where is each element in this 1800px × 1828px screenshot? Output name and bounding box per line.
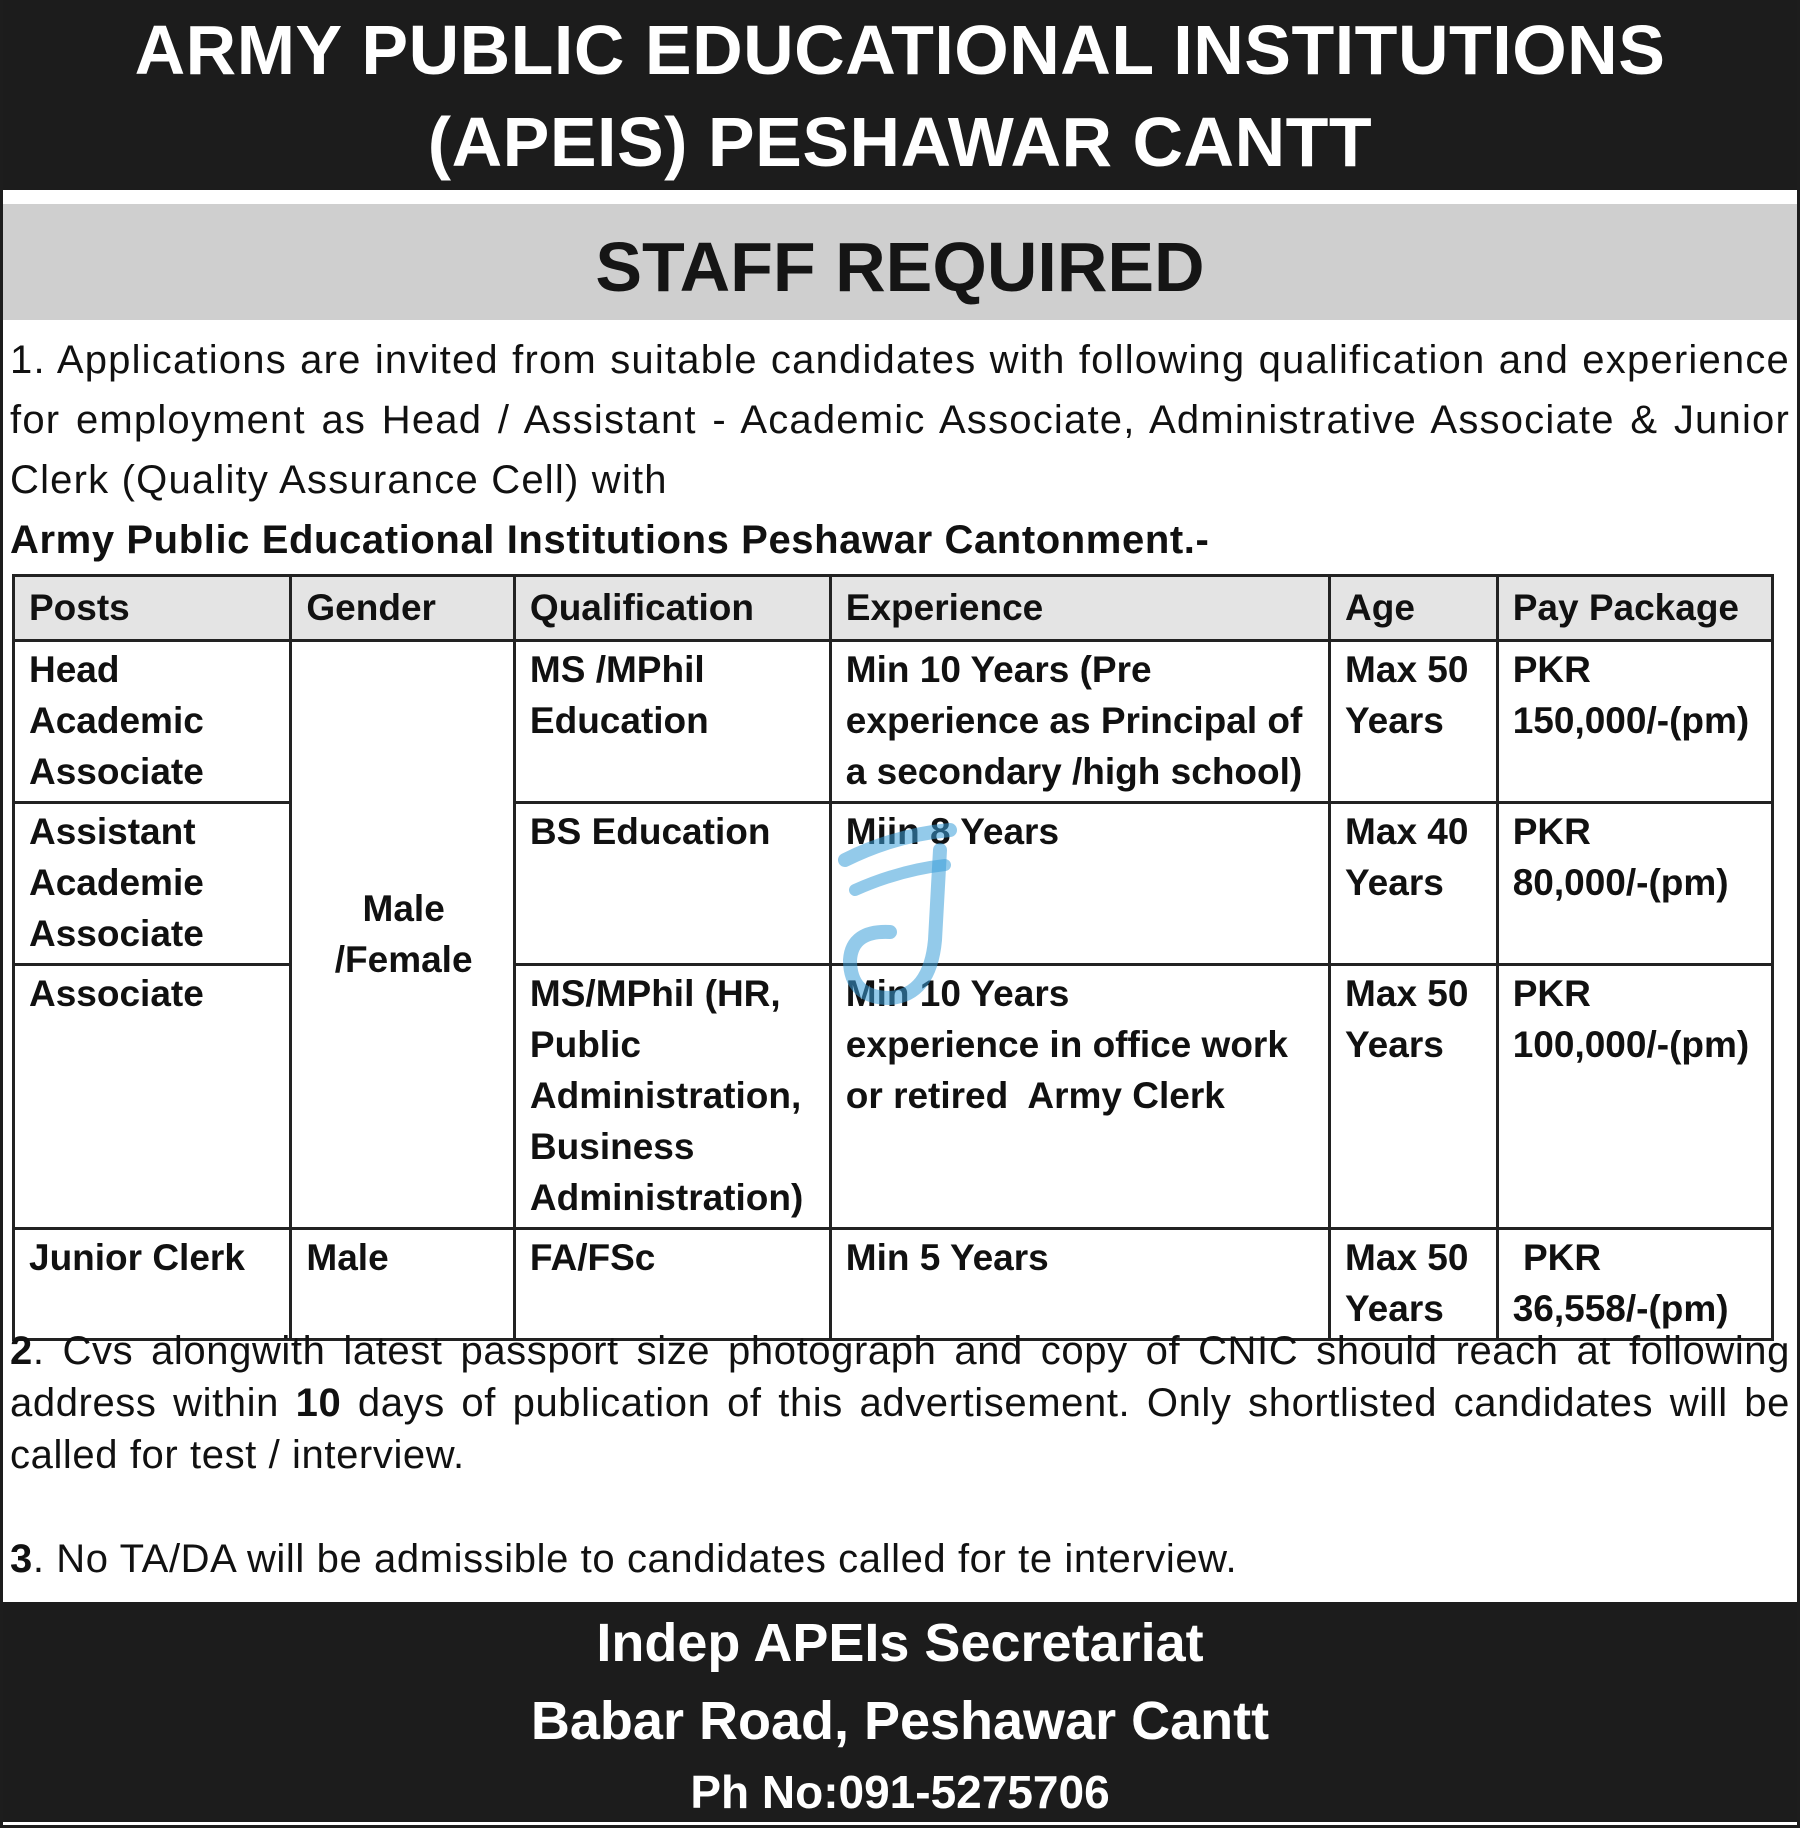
header-band xyxy=(3,0,1797,190)
age-cell xyxy=(1330,803,1498,965)
col-header-gender: Gender xyxy=(291,576,515,641)
age-cell xyxy=(1330,1229,1498,1340)
gender-line: Male xyxy=(362,887,445,929)
qualification-line: FA/FSc xyxy=(529,1237,656,1278)
qualification-line: Administration, xyxy=(529,1075,802,1116)
header-title-line1: ARMY PUBLIC EDUCATIONAL INSTITUTIONS xyxy=(134,11,1666,89)
experience-line: Min 10 Years xyxy=(845,973,1070,1014)
pay-cell xyxy=(1497,965,1772,1229)
qualification-line: Education xyxy=(529,700,709,741)
watermark-logo-icon xyxy=(820,820,970,1010)
gender-cell-shared xyxy=(291,641,515,1229)
experience-line: Min 10 Years (Pre xyxy=(845,649,1152,690)
footer-address: Babar Road, Peshawar Cantt xyxy=(530,1691,1270,1751)
note-2-days: 10 xyxy=(295,1381,342,1425)
experience-line: a secondary /high school) xyxy=(845,751,1303,792)
age-line: Years xyxy=(1345,1024,1444,1065)
pay-line: PKR xyxy=(1512,1237,1602,1278)
experience-cell xyxy=(830,1229,1329,1340)
post-line: Assistant xyxy=(29,811,196,852)
experience-line: Min 5 Years xyxy=(845,1237,1049,1278)
post-line: Associate xyxy=(29,973,204,1014)
qualification-line: Public xyxy=(529,1024,641,1065)
col-header-experience: Experience xyxy=(830,576,1329,641)
intro-paragraph: 1. Applications are invited from suitable candidates with following qualification and experience for employment as Head / Assistant - Academic Associate, Administrative Associate & Junior Clerk (Quality Assurance Cell) with xyxy=(10,338,1790,502)
experience-line: or retired Army Clerk xyxy=(845,1075,1225,1116)
qualification-cell xyxy=(514,803,830,965)
intro-section xyxy=(10,330,1790,570)
pay-cell xyxy=(1497,641,1772,803)
age-line: Max 40 xyxy=(1345,811,1469,852)
col-header-pay: Pay Package xyxy=(1497,576,1772,641)
qualification-line: MS /MPhil xyxy=(529,649,705,690)
pay-cell xyxy=(1497,1229,1772,1340)
experience-cell xyxy=(830,641,1329,803)
age-line: Years xyxy=(1345,1288,1444,1329)
footer-band xyxy=(3,1602,1797,1822)
post-line: Associate xyxy=(29,913,204,954)
age-line: Max 50 xyxy=(1345,649,1469,690)
note-3 xyxy=(10,1533,1790,1585)
note-2-text-a: . Cvs alongwith latest passport size photograph and copy of CNIC should reach at following address within xyxy=(10,1329,1790,1425)
table-row xyxy=(14,641,1773,803)
qualification-line: Administration) xyxy=(529,1177,804,1218)
footer-secretariat: Indep APEIs Secretariat xyxy=(596,1613,1204,1673)
post-line: Junior Clerk xyxy=(29,1237,245,1278)
age-line: Max 50 xyxy=(1345,1237,1469,1278)
pay-line: PKR xyxy=(1512,811,1591,852)
note-3-number: 3 xyxy=(10,1537,33,1581)
pay-line: 80,000/-(pm) xyxy=(1512,862,1729,903)
col-header-posts: Posts xyxy=(14,576,291,641)
staff-required-banner: STAFF REQUIRED xyxy=(3,204,1797,320)
col-header-qualification: Qualification xyxy=(514,576,830,641)
post-line: Associate xyxy=(29,751,204,792)
experience-line: experience as Principal of xyxy=(845,700,1303,741)
post-cell xyxy=(14,803,291,965)
institution-line: Army Public Educational Institutions Peshawar Cantonment.- xyxy=(10,518,1210,562)
pay-line: 100,000/-(pm) xyxy=(1512,1024,1750,1065)
note-2 xyxy=(10,1325,1790,1481)
pay-cell xyxy=(1497,803,1772,965)
gender-line: Male xyxy=(306,1237,389,1278)
age-cell xyxy=(1330,641,1498,803)
header-title-line2: (APEIS) PESHAWAR CANTT xyxy=(427,103,1373,181)
post-cell xyxy=(14,1229,291,1340)
qualification-line: MS/MPhil (HR, xyxy=(529,973,781,1014)
table-row xyxy=(14,1229,1773,1340)
note-3-text: . No TA/DA will be admissible to candidates called for te interview. xyxy=(32,1537,1238,1581)
pay-line: 36,558/-(pm) xyxy=(1512,1288,1729,1329)
note-2-text-b: days of publication of this advertisement. Only shortlisted candidates will be called for test / interview. xyxy=(10,1381,1791,1477)
post-line: Academie xyxy=(29,862,204,903)
qualification-line: Business xyxy=(529,1126,695,1167)
gender-line: /Female xyxy=(334,938,473,980)
gender-cell xyxy=(291,1229,515,1340)
experience-line: Miin 8 Years xyxy=(845,811,1060,852)
qualification-cell xyxy=(514,1229,830,1340)
age-line: Max 50 xyxy=(1345,973,1469,1014)
col-header-age: Age xyxy=(1330,576,1498,641)
footer-phone: Ph No:091-5275706 xyxy=(690,1766,1110,1818)
table-header-row xyxy=(14,576,1773,641)
qualification-line: BS Education xyxy=(529,811,771,852)
age-cell xyxy=(1330,965,1498,1229)
qualification-cell xyxy=(514,641,830,803)
note-2-number: 2 xyxy=(10,1329,33,1373)
pay-line: 150,000/-(pm) xyxy=(1512,700,1750,741)
pay-line: PKR xyxy=(1512,973,1591,1014)
post-line: Academic xyxy=(29,700,204,741)
age-line: Years xyxy=(1345,862,1444,903)
qualification-cell xyxy=(514,965,830,1229)
post-cell xyxy=(14,965,291,1229)
pay-line: PKR xyxy=(1512,649,1591,690)
post-cell xyxy=(14,641,291,803)
post-line: Head xyxy=(29,649,120,690)
age-line: Years xyxy=(1345,700,1444,741)
experience-line: experience in office work xyxy=(845,1024,1288,1065)
